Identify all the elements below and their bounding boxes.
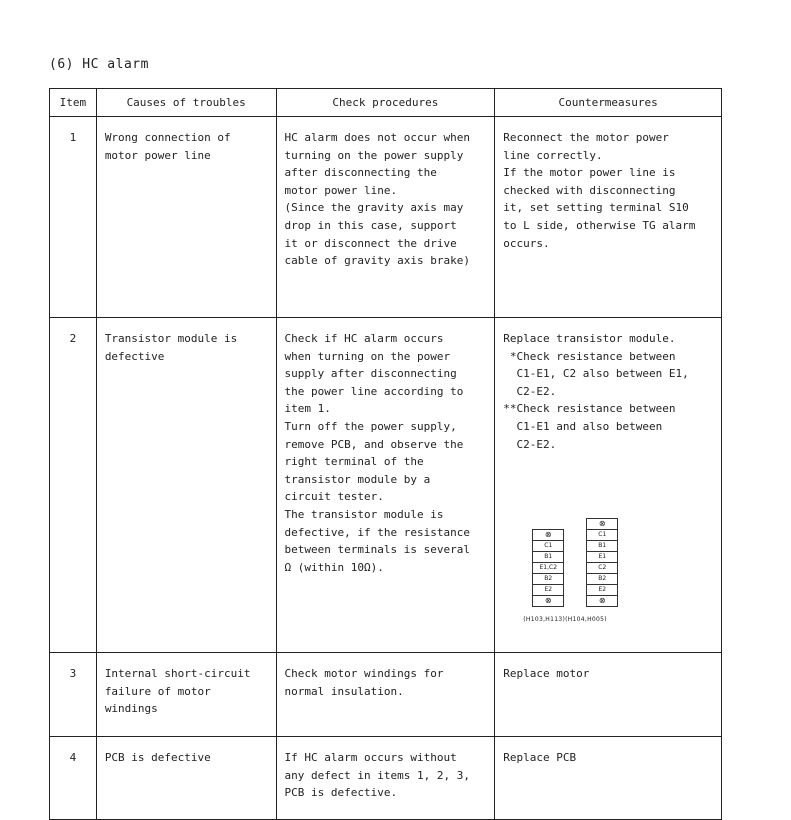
terminal-label: B1 [586, 540, 618, 552]
text-line: motor power line [104, 148, 211, 162]
text-line: it or disconnect the drive [284, 236, 457, 250]
text-line: Replace transistor module. [503, 332, 676, 345]
text-line: the power line according to [284, 384, 464, 398]
table-row [50, 117, 722, 318]
terminal-label: B2 [586, 573, 618, 585]
countermeasure-cell [495, 318, 722, 653]
text-line: normal insulation. [284, 684, 404, 698]
terminal-label: E2 [532, 584, 564, 596]
text-line: circuit tester. [284, 490, 384, 504]
cause-cell [96, 737, 276, 820]
check-cell [276, 318, 495, 653]
text-line: cable of gravity axis brake) [284, 254, 470, 268]
check-cell [276, 653, 495, 737]
table-row [50, 653, 722, 737]
text-line: Transistor module is [104, 332, 238, 345]
text-line: motor power line. [284, 183, 398, 197]
terminal-screw: ⊗ [532, 529, 564, 541]
cause-cell [96, 318, 276, 653]
text-line: Turn off the power supply, [284, 419, 457, 433]
header-countermeasures: Countermeasures [495, 89, 722, 117]
text-line: HC alarm does not occur when [284, 131, 470, 144]
text-line: C2-E2. [503, 437, 557, 451]
text-line: line correctly. [503, 148, 603, 162]
terminal-label: E1 [586, 551, 618, 563]
text-line: Replace motor [503, 667, 590, 680]
terminal-screw: ⊗ [532, 595, 564, 607]
transistor-module-b [585, 519, 619, 607]
hc-alarm-table [49, 88, 722, 820]
check-cell [276, 737, 495, 820]
text-line: If the motor power line is [503, 166, 676, 180]
text-line: C1-E1, C2 also between E1, [503, 367, 689, 381]
text-line: supply after disconnecting [284, 367, 457, 381]
text-line: between terminals is several [284, 543, 470, 557]
text-line: Check if HC alarm occurs [284, 332, 444, 345]
text-line: defective [104, 349, 165, 363]
table-row [50, 318, 722, 653]
transistor-module-diagram [531, 519, 713, 607]
header-check-procedures: Check procedures [276, 89, 495, 117]
item-number: 2 [50, 318, 97, 653]
text-line: Reconnect the motor power [503, 131, 669, 144]
text-line: C1-E1 and also between [503, 419, 663, 433]
cause-cell [96, 117, 276, 318]
text-line: The transistor module is [284, 507, 444, 521]
terminal-label: B2 [532, 573, 564, 585]
item-number: 1 [50, 117, 97, 318]
table-header-row [50, 89, 722, 117]
item-number: 3 [50, 653, 97, 737]
terminal-screw: ⊗ [586, 518, 618, 530]
terminal-label: E2 [586, 584, 618, 596]
text-line: transistor module by a [284, 472, 431, 486]
text-line: any defect in items 1, 2, 3, [284, 768, 470, 782]
terminal-label: B1 [532, 551, 564, 563]
text-line: Replace PCB [503, 751, 577, 764]
terminal-screw: ⊗ [586, 595, 618, 607]
section-title: (6) HC alarm [49, 57, 149, 72]
text-line: Internal short-circuit [104, 667, 251, 680]
text-line: C2-E2. [503, 384, 557, 398]
text-line: occurs. [503, 236, 550, 250]
text-line: after disconnecting the [284, 166, 437, 180]
text-line: Ω (within 10Ω). [284, 560, 384, 574]
item-number: 4 [50, 737, 97, 820]
countermeasure-cell [495, 653, 722, 737]
text-line: drop in this case, support [284, 218, 457, 232]
terminal-label: C1 [586, 529, 618, 541]
table-row [50, 737, 722, 820]
text-line: right terminal of the [284, 455, 424, 469]
text-line: checked with disconnecting [503, 183, 676, 197]
text-line: Check motor windings for [284, 667, 444, 680]
text-line: *Check resistance between [503, 349, 676, 363]
header-causes: Causes of troubles [96, 89, 276, 117]
text-line: to L side, otherwise TG alarm [503, 218, 696, 232]
text-line: turning on the power supply [284, 148, 464, 162]
terminal-label: C1 [532, 540, 564, 552]
text-line: windings [104, 702, 158, 716]
check-cell [276, 117, 495, 318]
text-line: PCB is defective [104, 751, 211, 764]
countermeasure-cell [495, 737, 722, 820]
text-line: it, set setting terminal S10 [503, 201, 689, 215]
text-line: Wrong connection of [104, 131, 231, 144]
cause-cell [96, 653, 276, 737]
terminal-label: C2 [586, 562, 618, 574]
countermeasure-cell [495, 117, 722, 318]
header-item: Item [50, 89, 97, 117]
terminal-label: E1,C2 [532, 562, 564, 574]
text-line: failure of motor [104, 684, 211, 698]
text-line: defective, if the resistance [284, 525, 470, 539]
diagram-caption: (H103,H113)(H104,H005) [523, 616, 607, 624]
text-line: remove PCB, and observe the [284, 437, 464, 451]
text-line: If HC alarm occurs without [284, 751, 457, 764]
text-line: **Check resistance between [503, 402, 676, 416]
text-line: item 1. [284, 402, 331, 416]
transistor-module-a [531, 530, 565, 607]
text-line: when turning on the power [284, 349, 451, 363]
text-line: (Since the gravity axis may [284, 201, 464, 215]
text-line: PCB is defective. [284, 786, 398, 800]
